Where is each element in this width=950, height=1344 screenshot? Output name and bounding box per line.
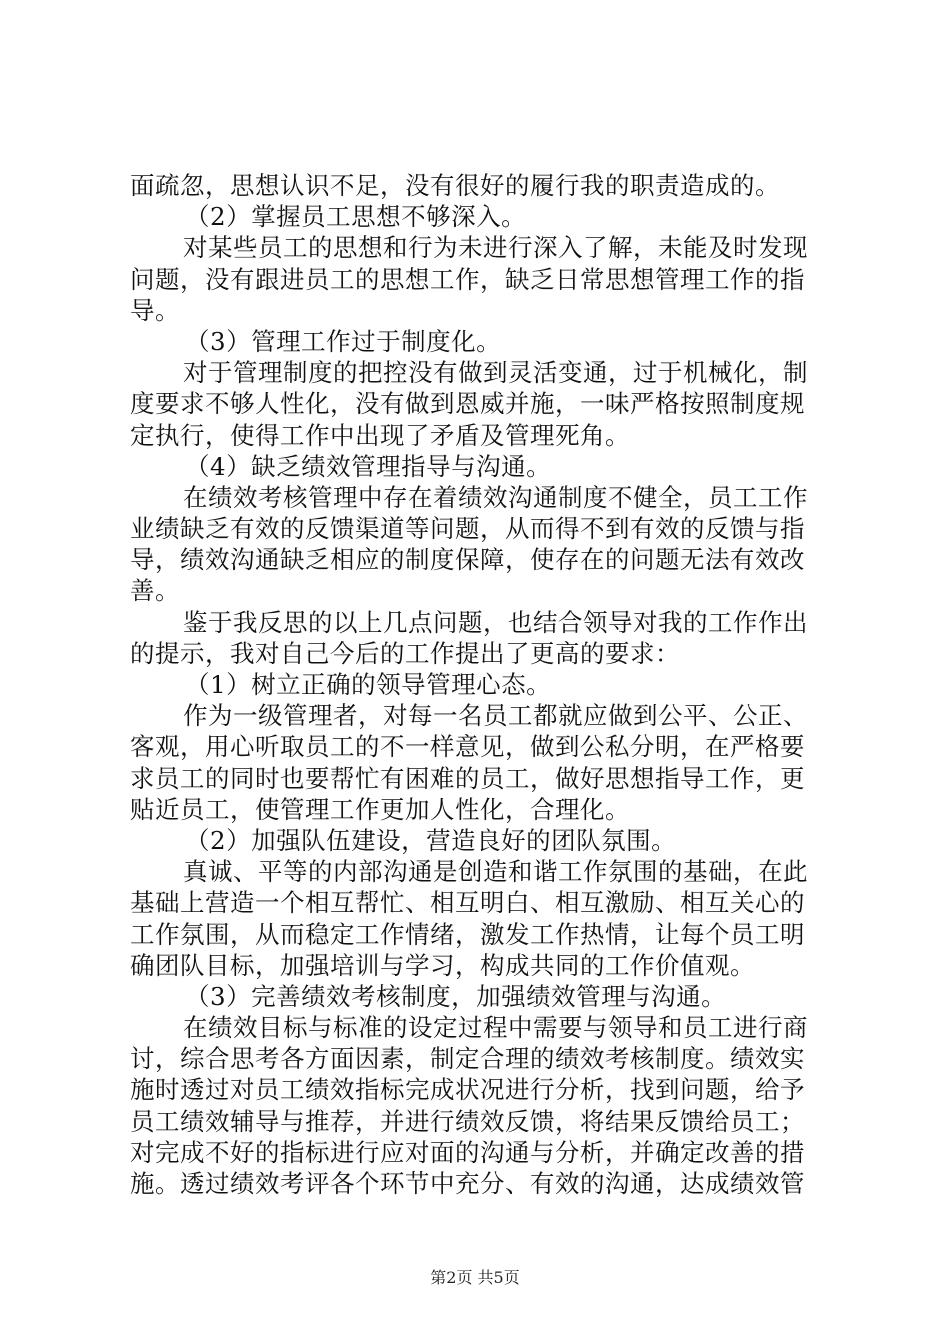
text-line: 对于管理制度的把控没有做到灵活变通，过于机械化，制 [183, 358, 808, 388]
text-line: 施。透过绩效考评各个环节中充分、有效的沟通，达成绩效管 [130, 1169, 805, 1198]
text-line: 对某些员工的思想和行为未进行深入了解，未能及时发现 [183, 233, 808, 263]
text-line: 求员工的同时也要帮忙有困难的员工，做好思想指导工作，更 [130, 763, 805, 793]
text-line: 工作氛围，从而稳定工作情绪，激发工作热情，让每个员工明 [130, 919, 805, 949]
text-line: 善。 [130, 576, 180, 606]
section-heading: （4）缺乏绩效管理指导与沟通。 [185, 451, 552, 481]
text-line: 定执行，使得工作中出现了矛盾及管理死角。 [130, 420, 630, 450]
text-line: 面疏忽，思想认识不足，没有很好的履行我的职责造成的。 [130, 171, 780, 200]
text-line: 讨，综合思考各方面因素，制定合理的绩效考核制度。绩效实 [130, 1044, 805, 1074]
text-line: 度要求不够人性化，没有做到恩威并施，一味严格按照制度规 [130, 389, 805, 419]
document-body [130, 170, 835, 1199]
section-heading: （3）管理工作过于制度化。 [185, 326, 502, 356]
text-line: 鉴于我反思的以上几点问题，也结合领导对我的工作作出 [183, 607, 808, 637]
text-line: 导。 [130, 295, 180, 325]
text-line: 施时透过对员工绩效指标完成状况进行分析，找到问题，给予 [130, 1075, 805, 1105]
text-line: 对完成不好的指标进行应对面的沟通与分析，并确定改善的措 [130, 1137, 805, 1167]
text-line: 确团队目标，加强培训与学习，构成共同的工作价值观。 [130, 950, 755, 980]
text-line: 业绩缺乏有效的反馈渠道等问题，从而得不到有效的反馈与指 [130, 514, 805, 544]
section-heading: （1）树立正确的领导管理心态。 [185, 670, 552, 699]
section-heading: （2）加强队伍建设，营造良好的团队氛围。 [185, 825, 677, 855]
text-line: 真诚、平等的内部沟通是创造和谐工作氛围的基础，在此 [183, 857, 808, 887]
page-footer: 第2页 共5页 [430, 1268, 520, 1287]
text-line: 客观，用心听取员工的不一样意见，做到公私分明，在严格要 [130, 732, 805, 762]
text-line: 导，绩效沟通缺乏相应的制度保障，使存在的问题无法有效改 [130, 545, 805, 575]
text-line: 的提示，我对自己今后的工作提出了更高的要求： [130, 638, 680, 668]
text-line: 在绩效考核管理中存在着绩效沟通制度不健全，员工工作 [183, 482, 808, 512]
section-heading: （2）掌握员工思想不够深入。 [185, 202, 527, 232]
text-line: 员工绩效辅导与推荐，并进行绩效反馈，将结果反馈给员工； [130, 1106, 805, 1136]
text-line: 贴近员工，使管理工作更加人性化，合理化。 [130, 794, 630, 824]
text-line: 在绩效目标与标准的设定过程中需要与领导和员工进行商 [183, 1013, 808, 1043]
text-line: 基础上营造一个相互帮忙、相互明白、相互激励、相互关心的 [130, 888, 805, 918]
text-line: 作为一级管理者，对每一名员工都就应做到公平、公正、 [183, 701, 808, 731]
text-line: 问题，没有跟进员工的思想工作，缺乏日常思想管理工作的指 [130, 264, 805, 294]
section-heading: （3）完善绩效考核制度，加强绩效管理与沟通。 [185, 981, 727, 1011]
